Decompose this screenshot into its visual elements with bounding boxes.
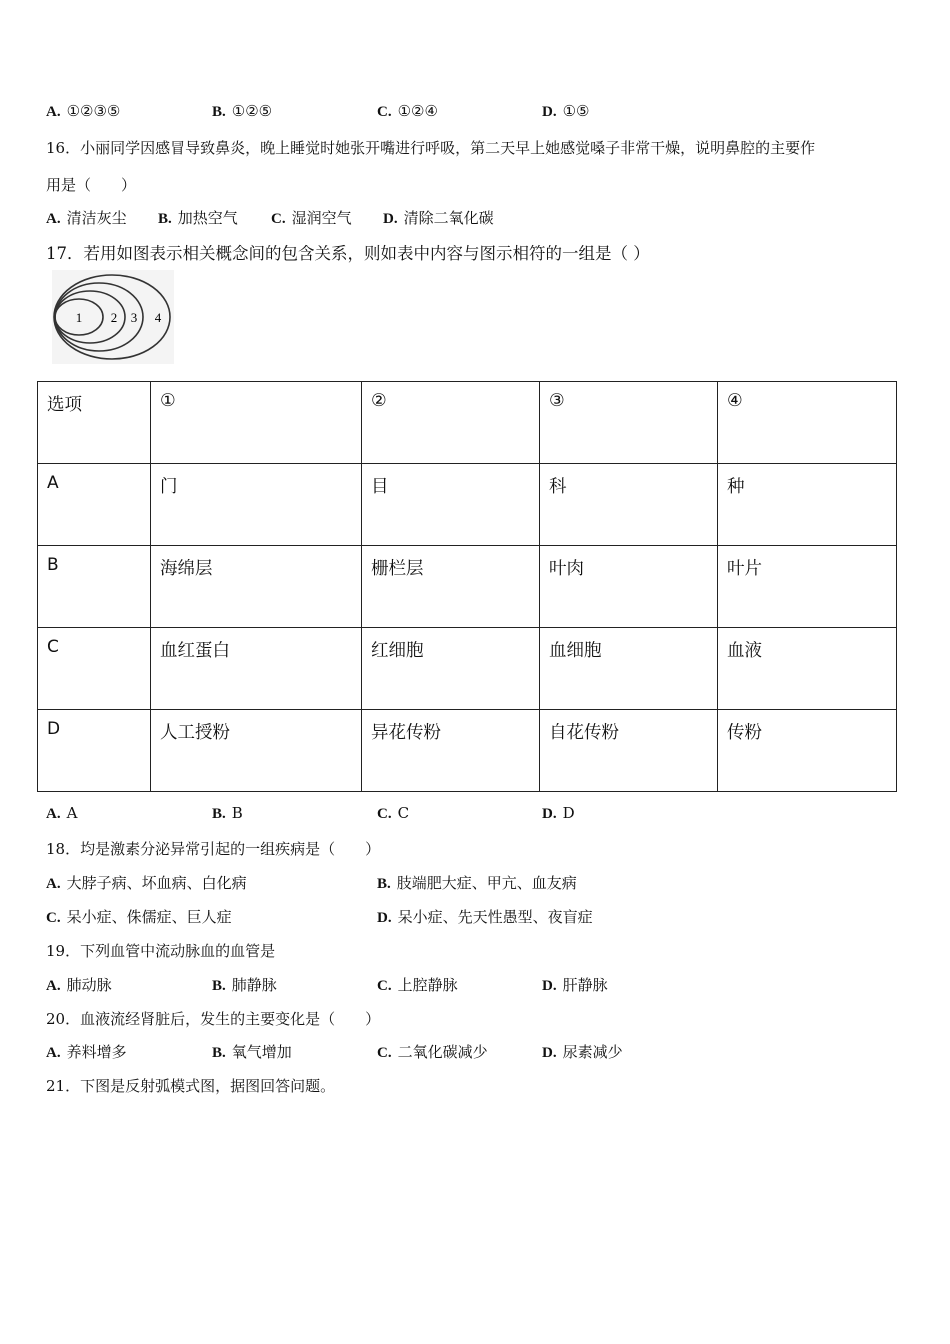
label-3: 3	[130, 310, 138, 325]
q17-option-c: C. C	[377, 804, 410, 822]
q20-option-b: B. 氧气增加	[212, 1043, 292, 1061]
q19-stem: 19．下列血管中流动脉血的血管是	[46, 942, 276, 960]
q17-option-d: D. D	[542, 804, 575, 822]
q15-option-c: C. ①②④	[377, 102, 438, 120]
table-cell: A	[38, 464, 151, 546]
q18-option-d: D. 呆小症、先天性愚型、夜盲症	[377, 908, 593, 926]
q16-stem-line2: 用是（ ）	[46, 176, 137, 194]
q20-option-a: A. 养料增多	[46, 1043, 127, 1061]
table-row	[38, 628, 897, 710]
q18-option-b: B. 肢端肥大症、甲亢、血友病	[377, 874, 577, 892]
label-2: 2	[110, 310, 118, 325]
header-cell: ①	[151, 382, 362, 464]
q17-table	[37, 381, 897, 792]
q16-option-c: C. 湿润空气	[271, 209, 352, 227]
table-cell: 人工授粉	[151, 710, 362, 792]
q16-stem-line1: 16．小丽同学因感冒导致鼻炎，晚上睡觉时她张开嘴进行呼吸，第二天早上她感觉嗓子非常干燥，说明鼻腔的主要作	[46, 139, 816, 157]
q16-option-d: D. 清除二氧化碳	[383, 209, 494, 227]
label-4: 4	[154, 310, 162, 325]
table-cell: 科	[540, 464, 718, 546]
table-cell: 血红蛋白	[151, 628, 362, 710]
q16-option-a: A. 清洁灰尘	[46, 209, 127, 227]
q17-option-a: A. A	[46, 804, 78, 822]
table-cell: C	[38, 628, 151, 710]
q19-option-a: A. 肺动脉	[46, 976, 112, 994]
q16-option-b: B. 加热空气	[158, 209, 238, 227]
table-header-row	[38, 382, 897, 464]
q19-option-c: C. 上腔静脉	[377, 976, 458, 994]
header-cell: 选项	[38, 382, 151, 464]
table-cell: 门	[151, 464, 362, 546]
q21-stem: 21．下图是反射弧模式图，据图回答问题。	[46, 1077, 336, 1095]
table-row	[38, 546, 897, 628]
table-cell: 种	[718, 464, 897, 546]
table-cell: 叶片	[718, 546, 897, 628]
q18-option-a: A. 大脖子病、坏血病、白化病	[46, 874, 247, 892]
q17-stem: 17．若用如图表示相关概念间的包含关系，则如表中内容与图示相符的一组是（ ）	[46, 244, 650, 263]
q19-option-b: B. 肺静脉	[212, 976, 277, 994]
q18-option-c: C. 呆小症、侏儒症、巨人症	[46, 908, 232, 926]
table-cell: 目	[362, 464, 540, 546]
q15-option-d: D. ①⑤	[542, 102, 590, 120]
table-cell: 叶肉	[540, 546, 718, 628]
q17-option-b: B. B	[212, 804, 243, 822]
table-row	[38, 710, 897, 792]
label-1: 1	[75, 310, 83, 325]
q18-stem: 18．均是激素分泌异常引起的一组疾病是（ ）	[46, 840, 381, 858]
table-cell: 血液	[718, 628, 897, 710]
q20-stem: 20．血液流经肾脏后，发生的主要变化是（ ）	[46, 1010, 381, 1028]
header-cell: ④	[718, 382, 897, 464]
table-cell: 红细胞	[362, 628, 540, 710]
q20-option-d: D. 尿素减少	[542, 1043, 623, 1061]
table-cell: 海绵层	[151, 546, 362, 628]
table-cell: 栅栏层	[362, 546, 540, 628]
table-row	[38, 464, 897, 546]
q19-option-d: D. 肝静脉	[542, 976, 608, 994]
table-cell: 自花传粉	[540, 710, 718, 792]
table-cell: 血细胞	[540, 628, 718, 710]
table-cell: B	[38, 546, 151, 628]
header-cell: ③	[540, 382, 718, 464]
q15-option-a: A. ①②③⑤	[46, 102, 121, 120]
table-cell: 异花传粉	[362, 710, 540, 792]
table-cell: D	[38, 710, 151, 792]
header-cell: ②	[362, 382, 540, 464]
q15-option-b: B. ①②⑤	[212, 102, 273, 120]
q20-option-c: C. 二氧化碳减少	[377, 1043, 488, 1061]
table-cell: 传粉	[718, 710, 897, 792]
nested-ellipses-diagram	[52, 270, 174, 364]
